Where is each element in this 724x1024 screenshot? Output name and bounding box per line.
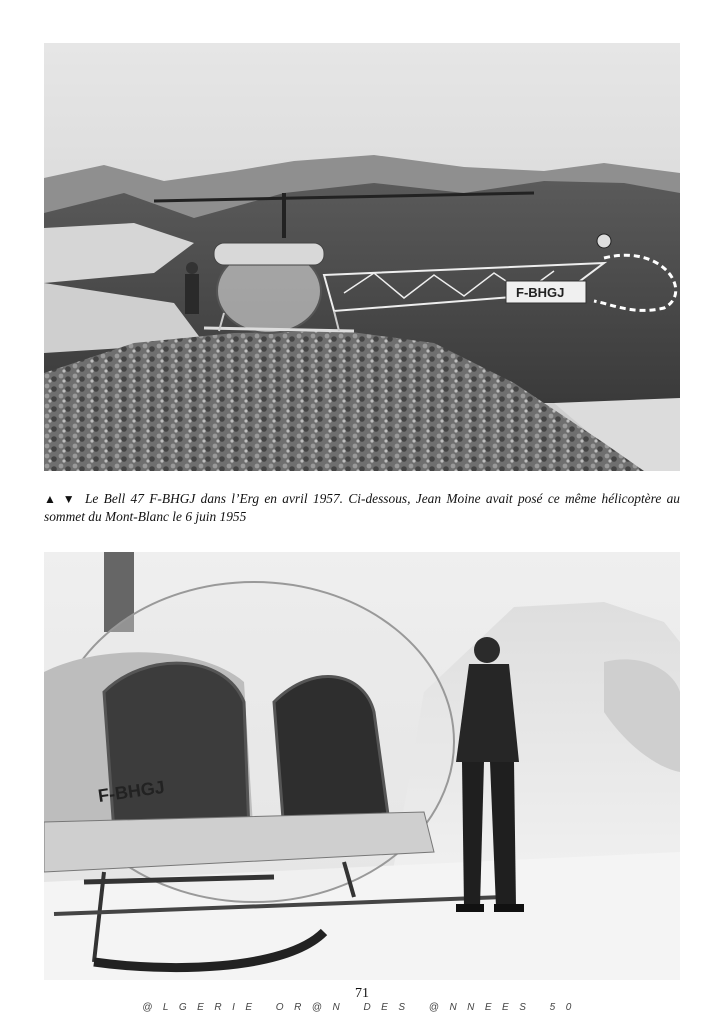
page-number: 71	[355, 986, 369, 1001]
man-figure-top	[185, 262, 199, 314]
photo-helicopter-mont-blanc	[44, 552, 680, 980]
helicopter-registration-top: F-BHGJ	[516, 285, 565, 300]
photo-helicopter-desert	[44, 43, 680, 471]
photo-helicopter-mont-blanc-image	[44, 552, 680, 980]
photo-caption	[44, 490, 680, 526]
helicopter-registration-bottom: F-BHGJ	[96, 776, 166, 806]
caption-arrows: ▲ ▼	[44, 492, 77, 506]
photo-helicopter-desert-image	[44, 43, 680, 471]
running-footer: @LGERIE OR@N DES @NNEES 50	[142, 1002, 582, 1013]
caption-text: Le Bell 47 F-BHGJ dans l’Erg en avril 1957. Ci-dessous, Jean Moine avait posé ce même hélicoptère au sommet du Mont-Blanc le 6 juin 1955	[44, 491, 680, 524]
